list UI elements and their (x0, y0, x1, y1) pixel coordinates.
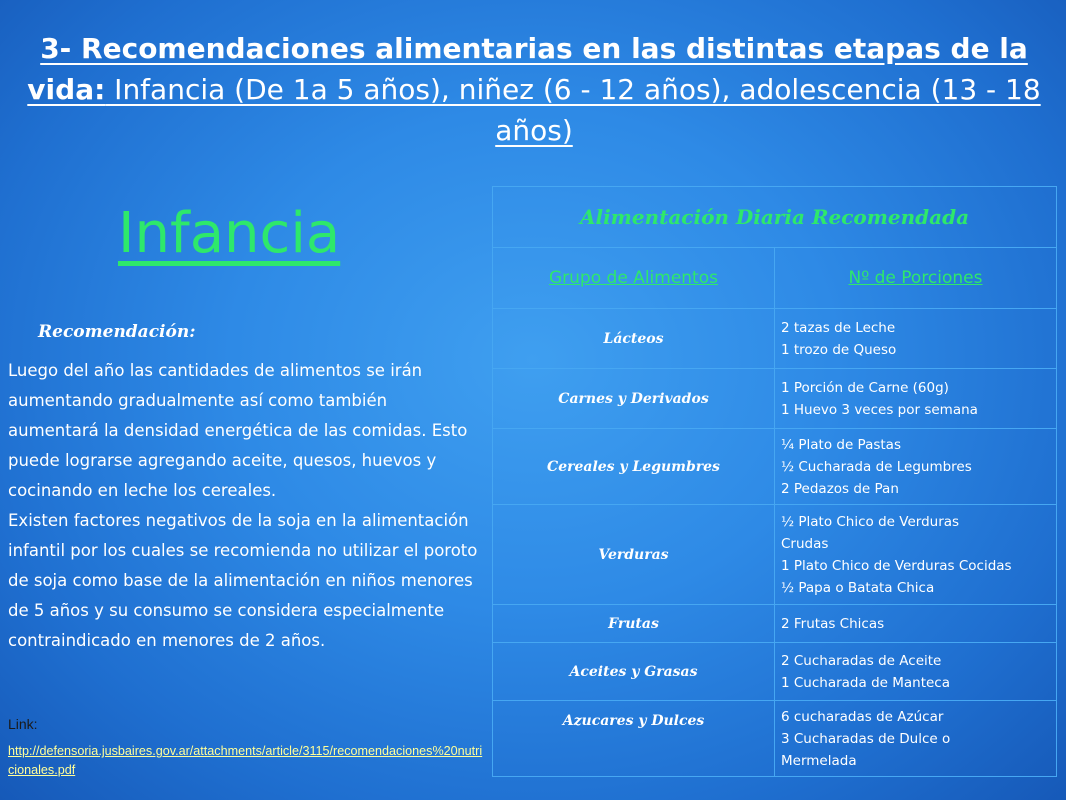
portions-cell (775, 605, 1057, 643)
portion-line: 2 Pedazos de Pan (781, 480, 899, 497)
food-group-cell: Verduras (493, 505, 775, 605)
table-row (493, 429, 1057, 505)
daily-food-table (492, 186, 1057, 777)
recommendation-paragraph-1: Luego del año las cantidades de alimentos se irán aumentando gradualmente así como también aumentará la densidad energética de las comidas. Esto puede lograrse agregando aceite, quesos, huevos y cocinando en leche los cereales. (8, 361, 468, 500)
portion-line: 1 trozo de Queso (781, 341, 897, 358)
slide-title-normal: Infancia (De 1a 5 años), niñez (6 - 12 años), adolescencia (13 - 18 años) (105, 73, 1041, 147)
slide-title (14, 28, 1054, 151)
food-group-cell: Carnes y Derivados (493, 369, 775, 429)
portions-cell (775, 643, 1057, 701)
food-group-cell: Aceites y Grasas (493, 643, 775, 701)
portion-line: Mermelada (781, 752, 857, 769)
portion-line: ½ Plato Chico de Verduras (781, 513, 960, 530)
portion-line: ½ Papa o Batata Chica (781, 579, 935, 596)
table-row (493, 505, 1057, 605)
portion-line: ½ Cucharada de Legumbres (781, 458, 972, 475)
recommendation-paragraph-2: Existen factores negativos de la soja en la alimentación infantil por los cuales se recomienda no utilizar el poroto de soja como base de la alimentación en niños menores de 5 años y su consumo se considera especialmente contraindicado en menores de 2 años. (8, 511, 478, 650)
portion-line: ¼ Plato de Pastas (781, 436, 901, 453)
portion-line: 6 cucharadas de Azúcar (781, 708, 944, 725)
section-heading: Infancia (118, 201, 341, 266)
food-group-cell: Azucares y Dulces (493, 701, 775, 777)
portions-cell (775, 309, 1057, 369)
table-row (493, 701, 1057, 777)
portions-cell (775, 701, 1057, 777)
food-group-cell: Frutas (493, 605, 775, 643)
portions-cell (775, 429, 1057, 505)
table-row (493, 643, 1057, 701)
source-link[interactable]: http://defensoria.jusbaires.gov.ar/attachments/article/3115/recomendaciones%20nutricionales.pdf (8, 744, 483, 777)
food-group-cell: Lácteos (493, 309, 775, 369)
column-header-group[interactable]: Grupo de Alimentos (493, 248, 775, 309)
recommendation-label: Recomendación: (38, 322, 196, 342)
portion-line: 1 Porción de Carne (60g) (781, 379, 949, 396)
portion-line: 1 Cucharada de Manteca (781, 674, 951, 691)
portion-line: Crudas (781, 535, 829, 552)
column-header-portions[interactable]: Nº de Porciones (775, 248, 1057, 309)
table-row (493, 369, 1057, 429)
slide-title-bold: 3- Recomendaciones alimentarias en las distintas etapas de la vida: (27, 32, 1028, 106)
portion-line: 2 Frutas Chicas (781, 615, 885, 632)
link-label: Link: (8, 716, 38, 732)
table-row (493, 309, 1057, 369)
portions-cell (775, 369, 1057, 429)
portion-line: 2 tazas de Leche (781, 319, 896, 336)
food-group-cell: Cereales y Legumbres (493, 429, 775, 505)
recommendation-text (8, 356, 478, 656)
portion-line: 1 Plato Chico de Verduras Cocidas (781, 557, 1012, 574)
portion-line: 1 Huevo 3 veces por semana (781, 401, 978, 418)
table-row (493, 605, 1057, 643)
portions-cell (775, 505, 1057, 605)
portion-line: 2 Cucharadas de Aceite (781, 652, 942, 669)
portion-line: 3 Cucharadas de Dulce o (781, 730, 951, 747)
table-title: Alimentación Diaria Recomendada (493, 187, 1057, 248)
